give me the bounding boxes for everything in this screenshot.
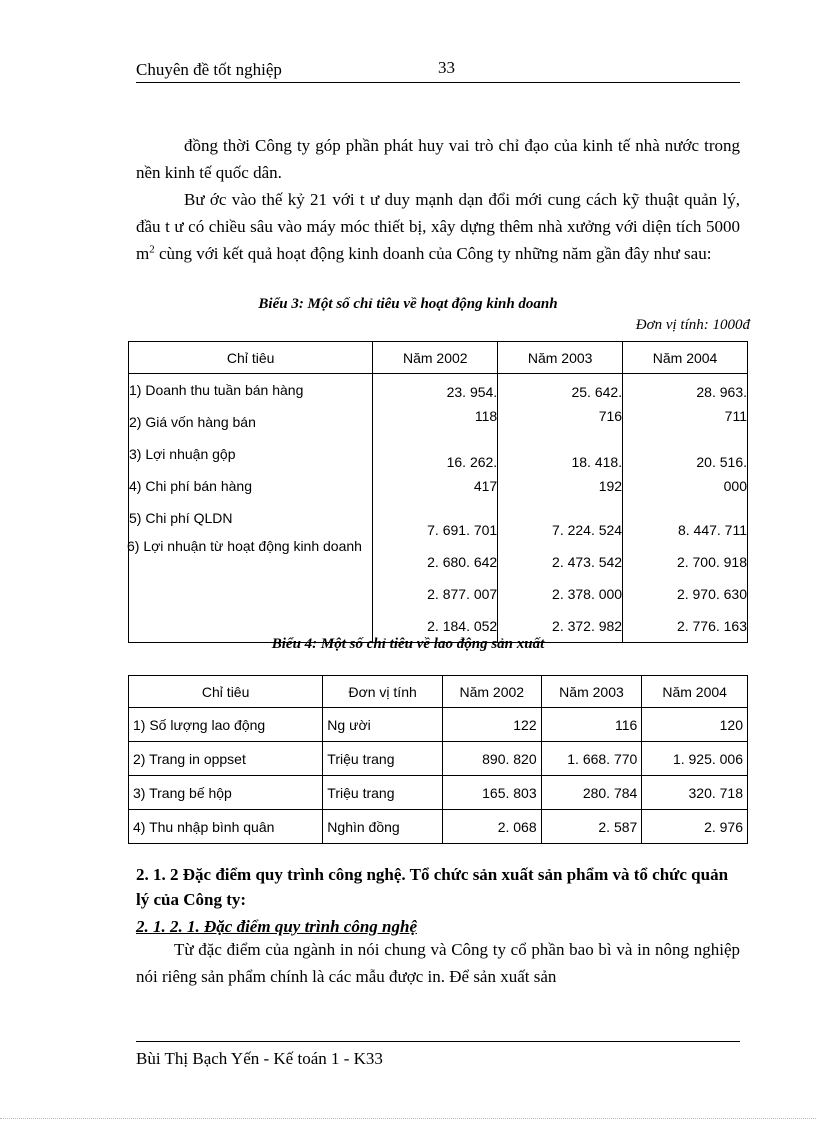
table4-header: Năm 2004 — [642, 676, 748, 708]
section-heading: 2. 1. 2 Đặc điểm quy trình công nghệ. Tổ chức sản xuất sản phẩm và tổ chức quản lý của Công ty: — [136, 865, 729, 909]
table4-cell: 120 — [642, 708, 748, 742]
table3-header: Năm 2002 — [373, 342, 498, 374]
table3-business-indicators — [128, 341, 748, 643]
paragraph-2-part-a: Bư ớc vào thế kỷ 21 với t ư duy mạnh dạn đổi mới cung cách kỹ thuật quản lý, đầu t ư có chiều sâu vào máy móc thiết bị, xây dựng thêm nhà xưởng với diện tích 5000 m — [136, 190, 740, 263]
table4-cell: 2. 976 — [642, 810, 748, 844]
table4-cell: 890. 820 — [442, 742, 541, 776]
table3-header: Năm 2003 — [498, 342, 623, 374]
table4-cell: 320. 718 — [642, 776, 748, 810]
superscript: 2 — [149, 243, 155, 256]
table4-header: Năm 2002 — [442, 676, 541, 708]
table3-value: 18. 418. — [571, 454, 623, 470]
table4-header: Đơn vị tính — [323, 676, 443, 708]
table3-value: 7. 224. 524 — [552, 522, 623, 538]
table3-value: 000 — [723, 478, 747, 494]
table-row — [129, 810, 748, 844]
table3-col-2003 — [498, 374, 623, 643]
table3-value: 7. 691. 701 — [427, 522, 498, 538]
table4-header: Chỉ tiêu — [129, 676, 323, 708]
table4-cell: Triệu trang — [323, 776, 443, 810]
table3-value: 417 — [473, 478, 498, 494]
table3-value: 28. 963. — [696, 384, 747, 400]
table3-value: 23. 954. — [446, 384, 498, 400]
table3-value: 2. 378. 000 — [552, 586, 623, 602]
table3-label-cell — [129, 374, 373, 643]
table4-caption: Biểu 4: Một số chỉ tiêu về lao động sản xuất — [271, 636, 545, 652]
table4-cell: 1. 668. 770 — [541, 742, 642, 776]
table4-cell: 280. 784 — [541, 776, 642, 810]
page-number: 33 — [438, 58, 455, 77]
table3-value: 2. 776. 163 — [676, 618, 747, 634]
table3-value: 2. 970. 630 — [676, 586, 747, 602]
table3-unit: Đơn vị tính: 1000đ — [635, 317, 750, 333]
table3-value: 2. 473. 542 — [552, 554, 623, 570]
table3-value: 2. 184. 052 — [427, 618, 498, 634]
table3-value: 16. 262. — [446, 454, 498, 470]
table3-label: 5) Chi phí QLDN — [129, 510, 233, 526]
paragraph-2-part-b: cùng với kết quả hoạt động kinh doanh của Công ty những năm gần đây như sau: — [154, 244, 712, 263]
table4-cell: 165. 803 — [442, 776, 541, 810]
table3-value: 20. 516. — [696, 454, 747, 470]
table3-value: 25. 642. — [571, 384, 623, 400]
table3-label: 6) Lợi nhuận từ hoạt động kinh doanh — [127, 538, 362, 554]
table3-label: 2) Giá vốn hàng bán — [129, 414, 256, 430]
table4-cell: 1. 925. 006 — [642, 742, 748, 776]
table4-header-row — [129, 676, 748, 708]
table4-cell: 3) Trang bế hộp — [129, 776, 323, 810]
table4-cell: Triệu trang — [323, 742, 443, 776]
table4-cell: Nghìn đồng — [323, 810, 443, 844]
table3-label: 4) Chi phí bán hàng — [129, 478, 252, 494]
page-header — [136, 58, 740, 83]
table3-value: 711 — [724, 408, 747, 424]
table4-header: Năm 2003 — [541, 676, 642, 708]
table3-value: 8. 447. 711 — [677, 522, 747, 538]
section-subheading: 2. 1. 2. 1. Đặc điểm quy trình công nghệ — [136, 917, 417, 936]
table3-col-2002 — [373, 374, 498, 643]
table4-labor-indicators — [128, 675, 748, 844]
table4-cell: 122 — [442, 708, 541, 742]
table3-label: 3) Lợi nhuận gộp — [129, 446, 236, 462]
footer-text: Bùi Thị Bạch Yến - Kế toán 1 - K33 — [136, 1049, 383, 1068]
table3-value: 2. 877. 007 — [427, 586, 498, 602]
table3-value: 192 — [598, 478, 623, 494]
page-footer — [136, 1041, 740, 1068]
header-title: Chuyên đề tốt nghiệp — [136, 60, 282, 79]
page-edge-divider — [0, 1118, 816, 1119]
table4-cell: 4) Thu nhập bình quân — [129, 810, 323, 844]
table3-value: 118 — [474, 408, 498, 424]
table3-caption: Biểu 3: Một số chỉ tiêu về hoạt động kinh doanh — [258, 296, 558, 312]
table-row — [129, 708, 748, 742]
paragraph-2 — [136, 186, 740, 267]
section-body: Từ đặc điểm của ngành in nói chung và Công ty cổ phần bao bì và in nông nghiệp nói riêng sản phẩm chính là các mẫu được in. Để sản xuất sản — [136, 940, 740, 986]
table3-value: 716 — [598, 408, 623, 424]
table3-value: 2. 700. 918 — [676, 554, 747, 570]
paragraph-1: đồng thời Công ty góp phần phát huy vai trò chỉ đạo của kinh tế nhà nước trong nền kinh tế quốc dân. — [136, 136, 740, 182]
table-row — [129, 776, 748, 810]
table3-value: 2. 680. 642 — [427, 554, 498, 570]
table3-body-row — [129, 374, 748, 643]
table3-value: 2. 372. 982 — [552, 618, 623, 634]
table4-cell: 2. 068 — [442, 810, 541, 844]
table4-cell: 2) Trang in oppset — [129, 742, 323, 776]
table3-header: Chỉ tiêu — [129, 342, 373, 374]
table3-header: Năm 2004 — [623, 342, 748, 374]
table4-cell: Ng ười — [323, 708, 443, 742]
table-row — [129, 742, 748, 776]
table4-cell: 1) Số lượng lao động — [129, 708, 323, 742]
table4-cell: 2. 587 — [541, 810, 642, 844]
table3-label: 1) Doanh thu tuần bán hàng — [129, 382, 304, 398]
table3-col-2004 — [623, 374, 748, 643]
table4-cell: 116 — [541, 708, 642, 742]
table3-header-row — [129, 342, 748, 374]
